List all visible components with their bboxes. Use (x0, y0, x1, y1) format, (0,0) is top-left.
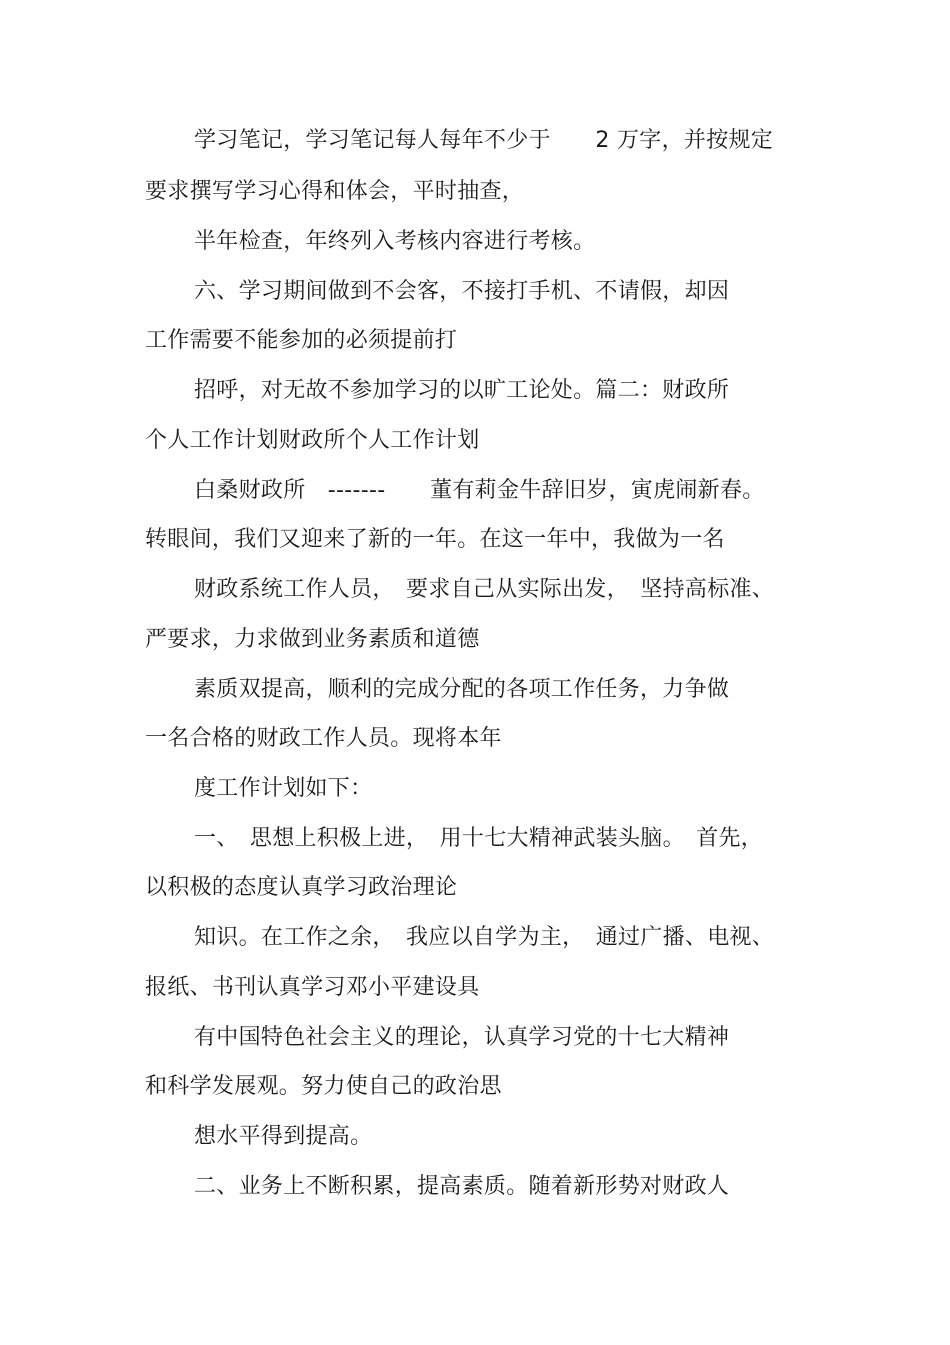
text-line: 学习笔记，学习笔记每人每年不少于 2 万字，并按规定 (194, 128, 774, 153)
text-line: 个人工作计划财政所个人工作计划 (145, 428, 480, 453)
text-line: 工作需要不能参加的必须提前打 (145, 328, 458, 353)
text-line: 素质双提高，顺利的完成分配的各项工作任务，力争做 (194, 677, 730, 702)
text-line: 半年检查，年终列入考核内容进行考核。 (194, 229, 596, 254)
text-line: 以积极的态度认真学习政治理论 (145, 875, 458, 900)
text-line: 一名合格的财政工作人员。现将本年 (145, 726, 502, 751)
text-line: 报纸、书刊认真学习邓小平建设具 (145, 975, 480, 1000)
text-line: 有中国特色社会主义的理论，认真学习党的十七大精神 (194, 1025, 730, 1050)
text-line: 严要求，力求做到业务素质和道德 (145, 627, 480, 652)
text-line: 招呼，对无故不参加学习的以旷工论处。篇二：财政所 (194, 378, 730, 403)
text-line: 六、学习期间做到不会客，不接打手机、不请假，却因 (194, 279, 730, 304)
text-line: 度工作计划如下： (194, 776, 373, 801)
text-line: 二、业务上不断积累，提高素质。随着新形势对财政人 (194, 1174, 730, 1199)
text-line: 一、 思想上积极上进， 用十七大精神武装头脑。 首先， (194, 826, 764, 851)
text-line: 和科学发展观。努力使自己的政治思 (145, 1074, 502, 1099)
text-line: 想水平得到提高。 (194, 1124, 373, 1149)
text-line: 转眼间，我们又迎来了新的一年。在这一年中，我做为一名 (145, 527, 725, 552)
text-line: 财政系统工作人员， 要求自己从实际出发， 坚持高标准、 (194, 577, 775, 602)
text-line: 白桑财政所 ------- 董有莉金牛辞旧岁，寅虎闹新春。 (194, 478, 765, 503)
text-line: 要求撰写学习心得和体会，平时抽查， (145, 179, 525, 204)
text-line: 知识。在工作之余， 我应以自学为主， 通过广播、电视、 (194, 925, 775, 950)
